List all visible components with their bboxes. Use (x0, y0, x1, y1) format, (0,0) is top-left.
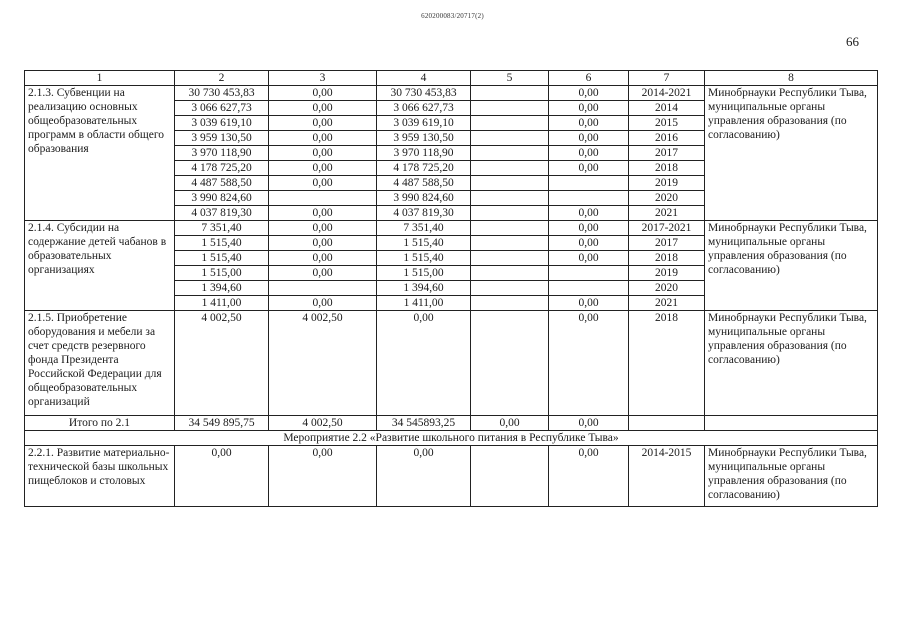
year-cell: 2018 (629, 311, 705, 416)
value-cell (471, 296, 549, 311)
section-heading: Мероприятие 2.2 «Развитие школьного питания в Республике Тыва» (25, 431, 878, 446)
value-cell (471, 446, 549, 507)
value-cell (471, 191, 549, 206)
group-body-214 (25, 221, 878, 311)
value-cell: 0,00 (549, 206, 629, 221)
value-cell (471, 131, 549, 146)
value-cell: 3 066 627,73 (175, 101, 269, 116)
value-cell (471, 86, 549, 101)
value-cell: 0,00 (549, 311, 629, 416)
value-cell: 1 394,60 (175, 281, 269, 296)
value-cell: 3 990 824,60 (377, 191, 471, 206)
value-cell: 0,00 (549, 161, 629, 176)
value-cell: 0,00 (269, 296, 377, 311)
value-cell: 3 990 824,60 (175, 191, 269, 206)
year-cell: 2017-2021 (629, 221, 705, 236)
value-cell: 0,00 (175, 446, 269, 507)
total-row (25, 416, 878, 431)
value-cell (269, 281, 377, 296)
value-cell: 3 959 130,50 (175, 131, 269, 146)
value-cell: 0,00 (377, 311, 471, 416)
value-cell: 3 959 130,50 (377, 131, 471, 146)
value-cell: 1 515,40 (175, 251, 269, 266)
value-cell: 0,00 (269, 131, 377, 146)
page-number: 66 (846, 34, 859, 49)
value-cell: 0,00 (549, 251, 629, 266)
value-cell: 0,00 (549, 236, 629, 251)
column-header: 7 (629, 71, 705, 86)
year-cell: 2014-2021 (629, 86, 705, 101)
value-cell (269, 191, 377, 206)
column-header: 1 (25, 71, 175, 86)
year-cell: 2017 (629, 236, 705, 251)
column-header: 3 (269, 71, 377, 86)
total-value (629, 416, 705, 431)
table-row (25, 221, 878, 236)
value-cell: 0,00 (269, 86, 377, 101)
value-cell: 1 515,40 (175, 236, 269, 251)
table-row (25, 86, 878, 101)
value-cell (471, 161, 549, 176)
responsible-cell: Минобрнауки Республики Тыва, муниципальные органы управления образования (по согласованию) (705, 446, 878, 507)
value-cell (471, 281, 549, 296)
value-cell: 0,00 (269, 251, 377, 266)
column-header: 8 (705, 71, 878, 86)
value-cell: 4 487 588,50 (377, 176, 471, 191)
value-cell: 1 515,00 (175, 266, 269, 281)
year-cell: 2019 (629, 266, 705, 281)
total-value: 0,00 (471, 416, 549, 431)
value-cell: 0,00 (549, 146, 629, 161)
document-id: 620200083/20717(2) (421, 12, 484, 20)
value-cell (549, 191, 629, 206)
value-cell: 1 394,60 (377, 281, 471, 296)
column-header: 5 (471, 71, 549, 86)
value-cell (471, 311, 549, 416)
total-value (705, 416, 878, 431)
total-value: 0,00 (549, 416, 629, 431)
value-cell: 4 487 588,50 (175, 176, 269, 191)
responsible-cell: Минобрнауки Республики Тыва, муниципальные органы управления образования (по согласованию) (705, 221, 878, 311)
year-cell: 2014 (629, 101, 705, 116)
value-cell: 30 730 453,83 (377, 86, 471, 101)
year-cell: 2021 (629, 206, 705, 221)
year-cell: 2016 (629, 131, 705, 146)
value-cell: 0,00 (269, 101, 377, 116)
total-label: Итого по 2.1 (25, 416, 175, 431)
year-cell: 2021 (629, 296, 705, 311)
value-cell (549, 281, 629, 296)
column-header: 6 (549, 71, 629, 86)
value-cell: 4 002,50 (175, 311, 269, 416)
value-cell: 0,00 (269, 266, 377, 281)
value-cell: 0,00 (269, 446, 377, 507)
value-cell: 4 178 725,20 (175, 161, 269, 176)
column-header: 4 (377, 71, 471, 86)
item-name: 2.1.4. Субсидии на содержание детей чабанов в образовательных организациях (25, 221, 175, 311)
table-row-221 (25, 446, 878, 507)
responsible-cell: Минобрнауки Республики Тыва, муниципальные органы управления образования (по согласованию) (705, 311, 878, 416)
value-cell: 4 037 819,30 (175, 206, 269, 221)
item-name: 2.2.1. Развитие материально-технической базы школьных пищеблоков и столовых (25, 446, 175, 507)
total-value: 4 002,50 (269, 416, 377, 431)
value-cell: 0,00 (549, 116, 629, 131)
column-header: 2 (175, 71, 269, 86)
value-cell: 3 039 619,10 (377, 116, 471, 131)
value-cell: 0,00 (549, 131, 629, 146)
value-cell (471, 146, 549, 161)
value-cell: 0,00 (269, 206, 377, 221)
item-name: 2.1.3. Субвенции на реализацию основных общеобразовательных программ в области общего образования (25, 86, 175, 221)
value-cell: 3 970 118,90 (175, 146, 269, 161)
value-cell (549, 176, 629, 191)
value-cell: 1 411,00 (377, 296, 471, 311)
value-cell: 0,00 (549, 101, 629, 116)
responsible-cell: Минобрнауки Республики Тыва, муниципальные органы управления образования (по согласованию) (705, 86, 878, 221)
value-cell: 0,00 (269, 236, 377, 251)
section-row (25, 431, 878, 446)
value-cell (471, 116, 549, 131)
value-cell (471, 251, 549, 266)
value-cell: 4 178 725,20 (377, 161, 471, 176)
year-cell: 2014-2015 (629, 446, 705, 507)
year-cell: 2018 (629, 251, 705, 266)
value-cell: 30 730 453,83 (175, 86, 269, 101)
value-cell: 3 970 118,90 (377, 146, 471, 161)
value-cell: 1 411,00 (175, 296, 269, 311)
program-table (24, 70, 878, 507)
year-cell: 2015 (629, 116, 705, 131)
value-cell: 3 066 627,73 (377, 101, 471, 116)
value-cell: 0,00 (549, 296, 629, 311)
value-cell: 0,00 (377, 446, 471, 507)
value-cell (471, 221, 549, 236)
value-cell (471, 176, 549, 191)
value-cell: 0,00 (269, 221, 377, 236)
year-cell: 2020 (629, 191, 705, 206)
column-header-row (25, 71, 878, 86)
item-name: 2.1.5. Приобретение оборудования и мебели за счет средств резервного фонда Президента Российской Федерации для общеобразовательных организаций (25, 311, 175, 416)
value-cell: 0,00 (549, 86, 629, 101)
year-cell: 2020 (629, 281, 705, 296)
value-cell: 4 037 819,30 (377, 206, 471, 221)
year-cell: 2018 (629, 161, 705, 176)
value-cell: 1 515,40 (377, 251, 471, 266)
value-cell (471, 236, 549, 251)
value-cell: 7 351,40 (377, 221, 471, 236)
value-cell (471, 206, 549, 221)
value-cell: 7 351,40 (175, 221, 269, 236)
year-cell: 2017 (629, 146, 705, 161)
value-cell: 0,00 (269, 116, 377, 131)
total-value: 34 545893,25 (377, 416, 471, 431)
value-cell (549, 266, 629, 281)
value-cell: 4 002,50 (269, 311, 377, 416)
table-row-215 (25, 311, 878, 416)
value-cell: 1 515,00 (377, 266, 471, 281)
value-cell: 0,00 (269, 176, 377, 191)
value-cell: 0,00 (269, 161, 377, 176)
total-value: 34 549 895,75 (175, 416, 269, 431)
value-cell: 1 515,40 (377, 236, 471, 251)
value-cell: 0,00 (269, 146, 377, 161)
value-cell: 3 039 619,10 (175, 116, 269, 131)
year-cell: 2019 (629, 176, 705, 191)
value-cell (471, 266, 549, 281)
value-cell: 0,00 (549, 446, 629, 507)
value-cell (471, 101, 549, 116)
value-cell: 0,00 (549, 221, 629, 236)
group-body-213 (25, 86, 878, 221)
